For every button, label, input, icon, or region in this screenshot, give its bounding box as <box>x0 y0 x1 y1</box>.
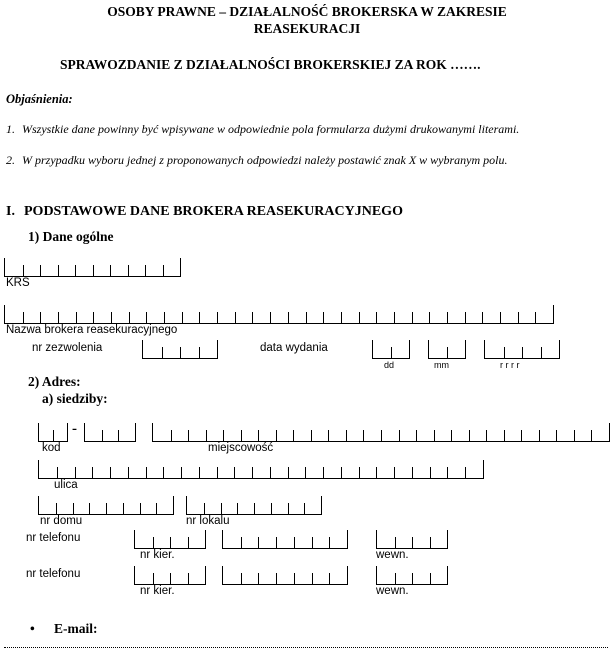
cell-divider <box>381 430 382 441</box>
cell-divider <box>123 503 124 514</box>
cell-divider <box>163 467 164 478</box>
cell-divider <box>270 312 271 323</box>
area-code-label: nr kier. <box>140 585 175 597</box>
cell-divider <box>305 467 306 478</box>
form-title-line2: REASEKURACJI <box>253 21 361 36</box>
city-label: miejscowość <box>208 442 274 454</box>
section-number: I. <box>6 204 15 219</box>
cell-divider <box>574 430 575 441</box>
cell-divider <box>271 503 272 514</box>
issue-date-label: data wydania <box>260 342 328 354</box>
cell-divider <box>486 430 487 441</box>
cell-divider <box>223 430 224 441</box>
flat-number-input[interactable] <box>186 496 322 515</box>
krs-label: KRS <box>6 277 30 289</box>
cell-divider <box>465 467 466 478</box>
cell-divider <box>217 467 218 478</box>
cell-divider <box>164 312 165 323</box>
cell-divider <box>163 265 164 276</box>
street-label: ulica <box>54 479 78 491</box>
cell-divider <box>57 467 58 478</box>
cell-divider <box>323 312 324 323</box>
cell-divider <box>53 430 54 441</box>
cell-divider <box>199 312 200 323</box>
cell-divider <box>106 503 107 514</box>
cell-divider <box>504 347 505 358</box>
cell-divider <box>306 312 307 323</box>
cell-divider <box>341 312 342 323</box>
cell-divider <box>199 467 200 478</box>
cell-divider <box>188 573 189 584</box>
cell-divider <box>469 430 470 441</box>
cell-divider <box>276 573 277 584</box>
cell-divider <box>221 503 222 514</box>
note-number: 1. <box>6 122 15 136</box>
report-subtitle: SPRAWOZDANIE Z DZIAŁALNOŚCI BROKERSKIEJ ZA ROK ……. <box>60 57 481 72</box>
cell-divider <box>110 265 111 276</box>
postcode-label: kod <box>42 442 61 454</box>
cell-divider <box>430 537 431 548</box>
cell-divider <box>217 312 218 323</box>
cell-divider <box>329 537 330 548</box>
cell-divider <box>329 573 330 584</box>
cell-divider <box>395 537 396 548</box>
cell-divider <box>199 347 200 358</box>
cell-divider <box>416 430 417 441</box>
cell-divider <box>146 467 147 478</box>
general-data-heading: 1) Dane ogólne <box>28 229 114 244</box>
cell-divider <box>93 265 94 276</box>
note-number: 2. <box>6 153 15 167</box>
cell-divider <box>235 312 236 323</box>
cell-divider <box>140 503 141 514</box>
cell-divider <box>58 265 59 276</box>
cell-divider <box>556 430 557 441</box>
cell-divider <box>391 347 392 358</box>
cell-divider <box>395 573 396 584</box>
issue-day-input[interactable] <box>372 340 410 359</box>
cell-divider <box>293 430 294 441</box>
email-label: E-mail: <box>54 621 98 636</box>
cell-divider <box>304 503 305 514</box>
extension-label: wewn. <box>376 549 409 561</box>
cell-divider <box>294 537 295 548</box>
cell-divider <box>234 467 235 478</box>
cell-divider <box>146 312 147 323</box>
cell-divider <box>180 347 181 358</box>
cell-divider <box>376 467 377 478</box>
broker-name-label: Nazwa brokera reasekuracyjnego <box>6 324 178 336</box>
cell-divider <box>153 537 154 548</box>
cell-divider <box>170 573 171 584</box>
email-field[interactable] <box>4 646 608 648</box>
cell-divider <box>535 312 536 323</box>
cell-divider <box>394 467 395 478</box>
cell-divider <box>156 503 157 514</box>
cell-divider <box>539 430 540 441</box>
cell-divider <box>591 430 592 441</box>
cell-divider <box>171 430 172 441</box>
cell-divider <box>188 537 189 548</box>
cell-divider <box>346 430 347 441</box>
cell-divider <box>170 537 171 548</box>
cell-divider <box>429 312 430 323</box>
cell-divider <box>181 467 182 478</box>
bullet-icon: • <box>30 621 35 636</box>
permit-number-input[interactable] <box>142 340 218 359</box>
cell-divider <box>412 573 413 584</box>
cell-divider <box>58 312 59 323</box>
cell-divider <box>40 312 41 323</box>
issue-month-input[interactable] <box>428 340 466 359</box>
postcode-part1-input[interactable] <box>38 423 68 442</box>
year-hint: r r r r <box>500 360 520 370</box>
month-hint: mm <box>434 360 449 370</box>
cell-divider <box>237 503 238 514</box>
cell-divider <box>376 312 377 323</box>
cell-divider <box>412 537 413 548</box>
phone1-number-input[interactable] <box>222 530 348 549</box>
cell-divider <box>252 467 253 478</box>
cell-divider <box>288 467 289 478</box>
phone-label: nr telefonu <box>26 568 81 580</box>
note-text: W przypadku wyboru jednej z proponowanych odpowiedzi należy postawić znak X w wybranym polu. <box>22 153 508 167</box>
cell-divider <box>206 430 207 441</box>
issue-year-input[interactable] <box>484 340 560 359</box>
flat-number-label: nr lokalu <box>186 515 230 527</box>
postcode-dash: - <box>72 421 77 437</box>
cell-divider <box>447 467 448 478</box>
cell-divider <box>504 430 505 441</box>
cell-divider <box>288 312 289 323</box>
cell-divider <box>40 265 41 276</box>
extension-label: wewn. <box>376 585 409 597</box>
cell-divider <box>500 312 501 323</box>
cell-divider <box>204 503 205 514</box>
cell-divider <box>451 430 452 441</box>
form-title-line1: OSOBY PRAWNE – DZIAŁALNOŚĆ BROKERSKA W ZAKRESIE <box>107 4 507 19</box>
cell-divider <box>110 467 111 478</box>
cell-divider <box>118 430 119 441</box>
cell-divider <box>153 573 154 584</box>
cell-divider <box>128 467 129 478</box>
phone2-area-input[interactable] <box>134 566 206 585</box>
cell-divider <box>312 537 313 548</box>
city-input[interactable] <box>152 423 610 442</box>
cell-divider <box>521 430 522 441</box>
cell-divider <box>359 312 360 323</box>
krs-input[interactable] <box>4 258 181 277</box>
cell-divider <box>276 430 277 441</box>
cell-divider <box>241 573 242 584</box>
cell-divider <box>288 503 289 514</box>
cell-divider <box>412 467 413 478</box>
cell-divider <box>258 430 259 441</box>
cell-divider <box>92 467 93 478</box>
phone-label: nr telefonu <box>26 532 81 544</box>
phone1-ext-input[interactable] <box>376 530 448 549</box>
cell-divider <box>434 430 435 441</box>
cell-divider <box>430 573 431 584</box>
phone1-area-input[interactable] <box>134 530 206 549</box>
cell-divider <box>23 265 24 276</box>
cell-divider <box>258 537 259 548</box>
cell-divider <box>162 347 163 358</box>
cell-divider <box>311 430 312 441</box>
postcode-part2-input[interactable] <box>84 423 136 442</box>
cell-divider <box>128 265 129 276</box>
cell-divider <box>341 467 342 478</box>
cell-divider <box>241 537 242 548</box>
note-text: Wszystkie dane powinny być wpisywane w odpowiednie pola formularza dużymi drukowanymi literami. <box>22 122 520 136</box>
cell-divider <box>323 467 324 478</box>
phone2-ext-input[interactable] <box>376 566 448 585</box>
cell-divider <box>430 467 431 478</box>
day-hint: dd <box>384 360 395 370</box>
address-heading: 2) Adres: <box>28 374 81 389</box>
cell-divider <box>359 467 360 478</box>
cell-divider <box>522 347 523 358</box>
cell-divider <box>93 312 94 323</box>
cell-divider <box>541 347 542 358</box>
cell-divider <box>412 312 413 323</box>
cell-divider <box>56 503 57 514</box>
cell-divider <box>447 347 448 358</box>
cell-divider <box>482 312 483 323</box>
house-number-input[interactable] <box>38 496 174 515</box>
cell-divider <box>270 467 271 478</box>
cell-divider <box>23 312 24 323</box>
section-title: PODSTAWOWE DANE BROKERA REASEKURACYJNEGO <box>24 204 403 219</box>
street-input[interactable] <box>38 460 484 479</box>
cell-divider <box>254 503 255 514</box>
cell-divider <box>518 312 519 323</box>
cell-divider <box>73 503 74 514</box>
phone2-number-input[interactable] <box>222 566 348 585</box>
cell-divider <box>75 265 76 276</box>
cell-divider <box>89 503 90 514</box>
cell-divider <box>252 312 253 323</box>
cell-divider <box>75 467 76 478</box>
seat-heading: a) siedziby: <box>42 391 108 406</box>
cell-divider <box>328 430 329 441</box>
cell-divider <box>363 430 364 441</box>
cell-divider <box>76 312 77 323</box>
cell-divider <box>258 573 259 584</box>
area-code-label: nr kier. <box>140 549 175 561</box>
cell-divider <box>241 430 242 441</box>
explanations-heading: Objaśnienia: <box>6 92 73 106</box>
cell-divider <box>111 312 112 323</box>
broker-name-input[interactable] <box>4 305 554 324</box>
cell-divider <box>129 312 130 323</box>
cell-divider <box>188 430 189 441</box>
cell-divider <box>447 312 448 323</box>
cell-divider <box>294 573 295 584</box>
house-number-label: nr domu <box>40 515 83 527</box>
cell-divider <box>276 537 277 548</box>
permit-number-label: nr zezwolenia <box>32 342 103 354</box>
cell-divider <box>465 312 466 323</box>
cell-divider <box>145 265 146 276</box>
cell-divider <box>102 430 103 441</box>
cell-divider <box>182 312 183 323</box>
cell-divider <box>399 430 400 441</box>
cell-divider <box>312 573 313 584</box>
cell-divider <box>394 312 395 323</box>
